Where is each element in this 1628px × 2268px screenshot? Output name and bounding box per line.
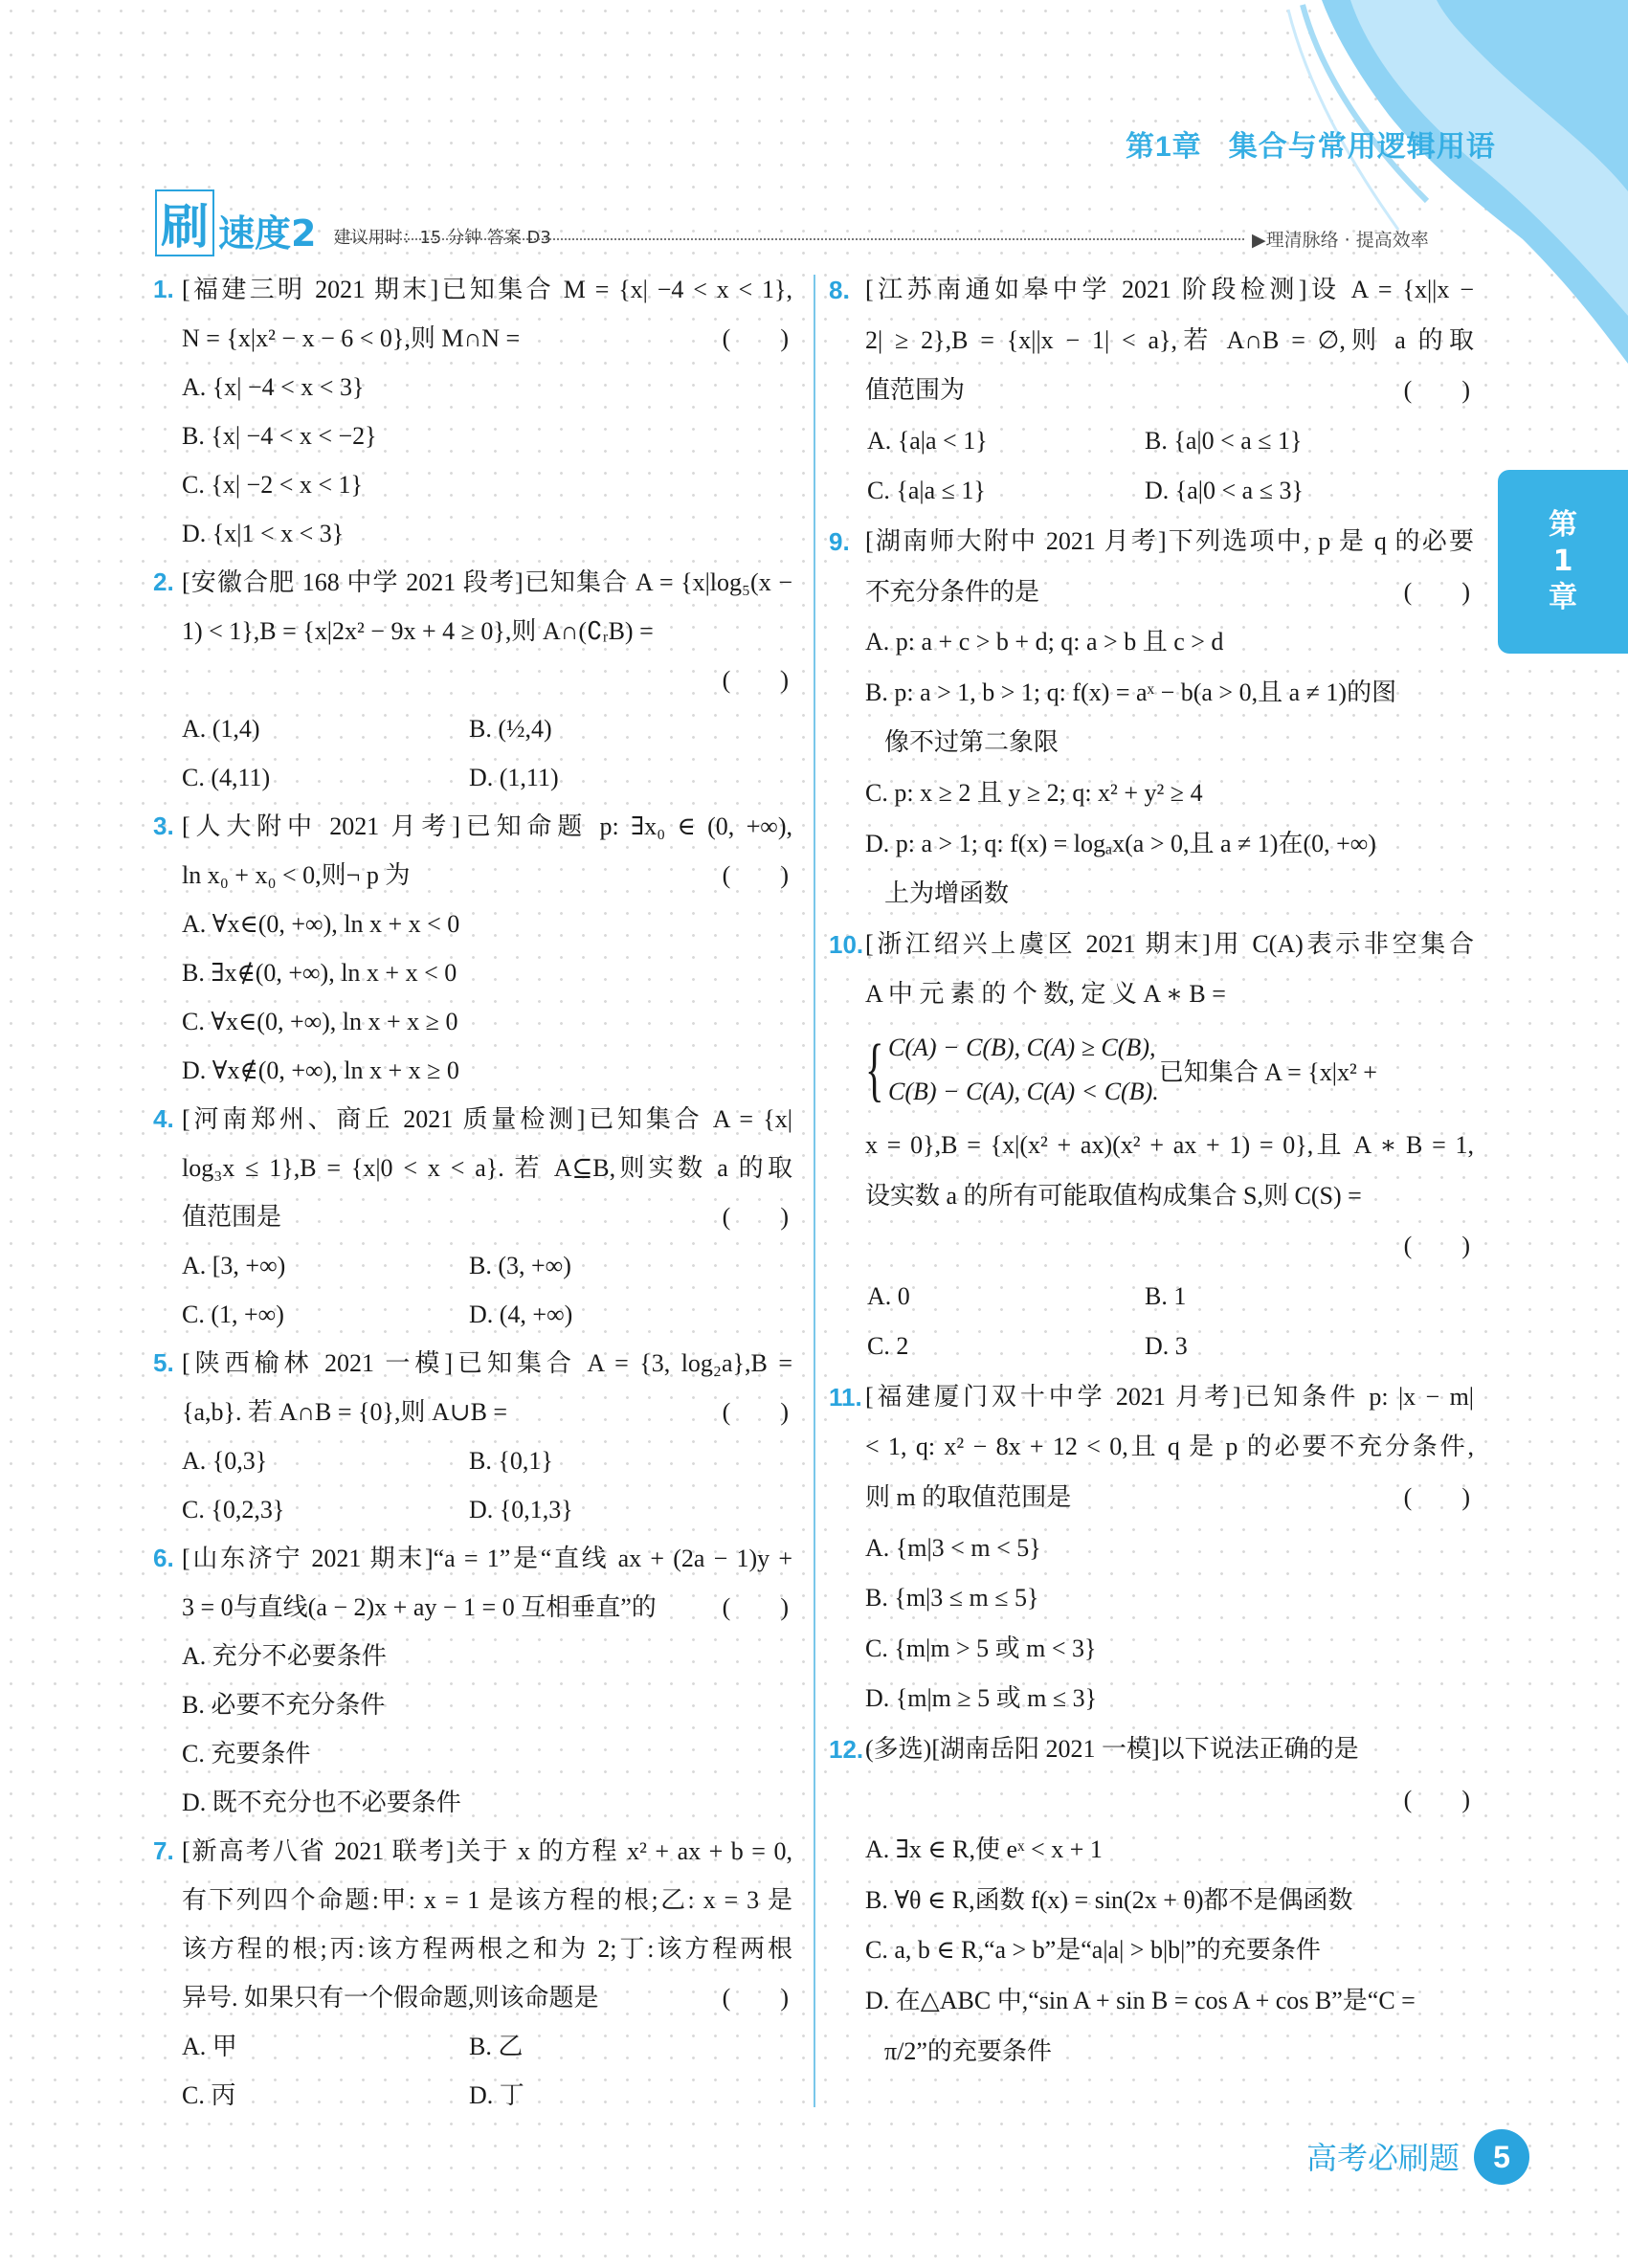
option-A[interactable]: A. {0,3} xyxy=(182,1447,268,1475)
chapter-title: 第1章 集合与常用逻辑用语 xyxy=(1126,131,1496,163)
answer-blank: ( ) xyxy=(1403,1232,1470,1260)
stem-text: 设实数 a 的所有可能取值构成集合 S,则 C(S) = xyxy=(865,1181,1362,1210)
stem-text: x = 0},B = {x|(x² + ax)(x² + ax + 1) = 0},且 A ∗ B = 1, xyxy=(865,1130,1474,1159)
option-C[interactable]: C. ∀x∈(0, +∞), ln x + x ≥ 0 xyxy=(182,1008,458,1035)
option-D[interactable]: D. ∀x∉(0, +∞), ln x + x ≥ 0 xyxy=(182,1056,459,1084)
question xyxy=(829,1372,1474,1724)
question-stem-line xyxy=(829,1171,1474,1222)
option-B[interactable]: B. 必要不充分条件 xyxy=(182,1691,386,1719)
options xyxy=(153,1241,792,1339)
stem-text: [福建厦门双十中学 2021 月考]已知条件 p: |x − m| xyxy=(865,1382,1474,1411)
stem-text: N = {x|x² − x − 6 < 0},则 M∩N = xyxy=(182,324,521,352)
stem-text: [安徽合肥 168 中学 2021 段考]已知集合 A = {x|log₅(x − xyxy=(182,568,792,596)
option-C[interactable]: C. {0,2,3} xyxy=(182,1496,285,1523)
section-title: 速度2 xyxy=(218,212,317,255)
options xyxy=(829,1523,1474,1724)
cases-tail: 已知集合 A = {x|x² + xyxy=(1158,1057,1377,1086)
question-stem-line xyxy=(153,1339,792,1388)
options xyxy=(829,617,1474,920)
options xyxy=(153,363,792,558)
options xyxy=(829,1825,1474,2077)
page-number: 5 xyxy=(1474,2129,1529,2185)
question-stem-line xyxy=(153,1192,792,1241)
answer-blank: ( ) xyxy=(722,666,789,694)
answer-blank: ( ) xyxy=(1403,1483,1470,1512)
options xyxy=(153,2022,792,2120)
options xyxy=(829,416,1474,517)
question-number: 11. xyxy=(829,1382,862,1412)
option-A[interactable]: A. 0 xyxy=(867,1281,910,1310)
option-D[interactable]: D. {m|m ≥ 5 或 m ≤ 3} xyxy=(865,1684,1098,1713)
option-A[interactable]: A. {m|3 < m < 5} xyxy=(865,1533,1041,1562)
question-stem-line xyxy=(153,1827,792,1876)
brand-logo: 刷 xyxy=(155,189,214,256)
option-C[interactable]: C. a, b ∈ R,“a > b”是“a|a| > b|b|”的充要条件 xyxy=(865,1936,1321,1965)
chapter-tab-text: 1 xyxy=(1552,545,1573,578)
option-A[interactable]: A. p: a + c > b + d; q: a > b 且 c > d xyxy=(865,628,1224,656)
option-D[interactable]: D. 丁 xyxy=(469,2081,524,2109)
stem-text: 值范围是 xyxy=(182,1203,282,1231)
answer-blank: ( ) xyxy=(1403,1785,1470,1813)
option-A[interactable]: A. ∃x ∈ R,使 eˣ < x + 1 xyxy=(865,1835,1103,1864)
stem-text: [山东济宁 2021 期末]“a = 1”是“直线 ax + (2a − 1)y + xyxy=(182,1545,792,1572)
question xyxy=(153,1095,792,1339)
option-D[interactable] xyxy=(829,819,1474,920)
stem-text: 3 = 0与直线(a − 2)x + ay − 1 = 0 互相垂直”的 xyxy=(182,1593,657,1621)
paren-line xyxy=(829,1221,1474,1272)
question-number: 8. xyxy=(829,276,850,304)
question-stem-line xyxy=(829,265,1474,316)
options xyxy=(829,1272,1474,1372)
question-stem-line xyxy=(829,517,1474,567)
question-stem-line xyxy=(829,1473,1474,1523)
option-C[interactable]: C. 2 xyxy=(867,1332,909,1361)
option-A[interactable]: A. (1,4) xyxy=(182,715,260,743)
case-line: C(B) − C(A), C(A) < C(B). xyxy=(888,1078,1159,1106)
question-number: 4. xyxy=(153,1104,174,1133)
option-B[interactable]: B. {a|0 < a ≤ 1} xyxy=(1145,426,1303,455)
question-number: 2. xyxy=(153,567,174,596)
option-A[interactable]: A. [3, +∞) xyxy=(182,1252,286,1279)
piecewise-definition xyxy=(829,1020,1474,1121)
question-stem-line xyxy=(829,567,1474,618)
option-C[interactable]: C. (1, +∞) xyxy=(182,1301,284,1328)
answer-blank: ( ) xyxy=(722,1398,789,1426)
question xyxy=(829,517,1474,920)
question-stem-line xyxy=(153,1924,792,1973)
option-A[interactable]: A. 甲 xyxy=(182,2033,237,2060)
paren-line xyxy=(829,1775,1474,1826)
stem-text: 2| ≥ 2},B = {x||x − 1| < a},若 A∩B = ∅,则 a 的取 xyxy=(865,325,1474,354)
stem-text: [河南郑州、商丘 2021 质量检测]已知集合 A = {x| xyxy=(182,1105,792,1133)
stem-text: (多选)[湖南岳阳 2021 一模]以下说法正确的是 xyxy=(865,1735,1359,1764)
question xyxy=(153,265,792,558)
suggested-time: 建议用时：15 分钟 答案 D3 xyxy=(333,228,551,248)
question-number: 6. xyxy=(153,1544,174,1572)
stem-text: A 中 元 素 的 个 数, 定 义 A ∗ B = xyxy=(865,980,1226,1009)
option-C[interactable]: C. {a|a ≤ 1} xyxy=(867,477,986,505)
option-D[interactable]: D. 既不充分也不必要条件 xyxy=(182,1789,461,1816)
question-number: 3. xyxy=(153,812,174,840)
question-stem-line xyxy=(153,851,792,900)
question-stem-line xyxy=(153,314,792,363)
question-number: 5. xyxy=(153,1348,174,1377)
option-B[interactable]: B. ∃x∉(0, +∞), ln x + x < 0 xyxy=(182,959,457,987)
option-B[interactable]: B. {0,1} xyxy=(469,1447,553,1475)
question-number: 12. xyxy=(829,1735,864,1765)
option-C[interactable]: C. 丙 xyxy=(182,2081,236,2109)
options xyxy=(153,1632,792,1827)
option-C[interactable]: C. 充要条件 xyxy=(182,1740,311,1768)
option-C[interactable]: C. {x| −2 < x < 1} xyxy=(182,471,363,499)
question-stem-line xyxy=(153,1876,792,1924)
question-stem-line xyxy=(153,558,792,607)
option-B[interactable] xyxy=(829,668,1474,768)
stem-text: 1) < 1},B = {x|2x² − 9x + 4 ≥ 0},则 A∩(∁ᵣB) = xyxy=(182,617,654,645)
option-D[interactable]: D. {0,1,3} xyxy=(469,1496,573,1523)
book-title: 高考必刷题 xyxy=(1306,2140,1461,2176)
answer-blank: ( ) xyxy=(1403,577,1470,606)
option-C[interactable]: C. {m|m > 5 或 m < 3} xyxy=(865,1634,1097,1662)
option-D[interactable]: D. {x|1 < x < 3} xyxy=(182,520,345,547)
question-number: 7. xyxy=(153,1836,174,1865)
right-column xyxy=(829,265,1474,2077)
option-A[interactable]: A. {a|a < 1} xyxy=(867,426,988,455)
stem-text: ln x₀ + x₀ < 0,则¬ p 为 xyxy=(182,861,411,889)
question xyxy=(153,802,792,1095)
stem-text: [陕西榆林 2021 一模]已知集合 A = {3, log₂a},B = xyxy=(182,1349,792,1377)
stem-text: 值范围为 xyxy=(865,376,966,405)
stem-text: 异号. 如果只有一个假命题,则该命题是 xyxy=(182,1984,599,2012)
left-brace: { xyxy=(865,1031,884,1110)
question-stem-line xyxy=(829,316,1474,367)
option-C[interactable]: C. (4,11) xyxy=(182,764,271,791)
stem-text: [新高考八省 2021 联考]关于 x 的方程 x² + ax + b = 0, xyxy=(182,1837,792,1865)
stem-text: < 1, q: x² − 8x + 12 < 0,且 q 是 p 的必要不充分条件, xyxy=(865,1433,1474,1461)
option-D[interactable]: D. {a|0 < a ≤ 3} xyxy=(1145,477,1304,505)
question xyxy=(829,1724,1474,2077)
question-stem-line xyxy=(153,1583,792,1632)
option-text: D. p: a > 1; q: f(x) = logₐx(a > 0,且 a ≠ 1)在(0, +∞) xyxy=(865,829,1376,857)
stem-text: 有下列四个命题:甲: x = 1 是该方程的根;乙: x = 3 是 xyxy=(182,1886,792,1914)
paren-line xyxy=(153,656,792,704)
option-A[interactable]: A. ∀x∈(0, +∞), ln x + x < 0 xyxy=(182,910,460,938)
cases xyxy=(888,1026,1159,1114)
stem-text: 该方程的根;丙:该方程两根之和为 2;丁:该方程两根 xyxy=(182,1935,792,1963)
option-D[interactable]: D. (4, +∞) xyxy=(469,1301,573,1328)
chapter-tab[interactable] xyxy=(1498,470,1628,654)
question-stem-line xyxy=(829,1121,1474,1171)
chapter-tab-text: 第 xyxy=(1549,508,1577,542)
question-stem-line xyxy=(829,366,1474,416)
answer-blank: ( ) xyxy=(722,861,789,889)
question-stem-line xyxy=(829,969,1474,1020)
stem-text: [福建三明 2021 期末]已知集合 M = {x| −4 < x < 1}, xyxy=(182,276,792,303)
option-B[interactable]: B. 乙 xyxy=(469,2033,524,2060)
question-stem-line xyxy=(829,1422,1474,1473)
question-stem-line xyxy=(153,1388,792,1436)
option-B[interactable]: B. (3, +∞) xyxy=(469,1252,571,1279)
question xyxy=(153,1339,792,1534)
stem-text: [人大附中 2021 月考]已知命题 p: ∃x₀ ∈ (0, +∞), xyxy=(182,812,792,840)
answer-blank: ( ) xyxy=(722,1593,789,1621)
dotted-divider xyxy=(335,238,1244,240)
question xyxy=(153,1827,792,2120)
question-stem-line xyxy=(829,1724,1474,1775)
options xyxy=(153,1436,792,1534)
answer-blank: ( ) xyxy=(1403,376,1470,405)
stem-text: 则 m 的取值范围是 xyxy=(865,1483,1072,1512)
option-B[interactable]: B. {x| −4 < x < −2} xyxy=(182,422,377,450)
question xyxy=(829,265,1474,517)
option-text: B. p: a > 1, b > 1; q: f(x) = aˣ − b(a > 0,且 a ≠ 1)的图 xyxy=(865,678,1397,706)
question-number: 1. xyxy=(153,275,174,303)
option-D[interactable]: D. 3 xyxy=(1145,1332,1188,1361)
question xyxy=(153,558,792,802)
stem-text: 不充分条件的是 xyxy=(865,577,1040,606)
stem-text: {a,b}. 若 A∩B = {0},则 A∪B = xyxy=(182,1398,508,1426)
question-stem-line xyxy=(153,802,792,851)
answer-blank: ( ) xyxy=(722,1203,789,1231)
option-text: D. 在△ABC 中,“sin A + sin B = cos A + cos B”是“C = xyxy=(865,1987,1416,2014)
stem-text: [湖南师大附中 2021 月考]下列选项中, p 是 q 的必要 xyxy=(865,526,1474,555)
question-stem-line xyxy=(153,607,792,656)
question xyxy=(153,1534,792,1827)
option-A[interactable]: A. {x| −4 < x < 3} xyxy=(182,373,365,401)
question-stem-line xyxy=(153,1095,792,1144)
question-stem-line xyxy=(829,1372,1474,1423)
option-D[interactable]: D. (1,11) xyxy=(469,764,559,791)
stem-text: [浙江绍兴上虞区 2021 期末]用 C(A)表示非空集合 xyxy=(865,929,1474,958)
option-text-cont: 上为增函数 xyxy=(884,879,1010,908)
stem-text: log₃x ≤ 1},B = {x|0 < x < a}. 若 A⊆B,则实数 a 的取 xyxy=(182,1154,792,1182)
question-stem-line xyxy=(153,265,792,314)
option-C[interactable]: C. p: x ≥ 2 且 y ≥ 2; q: x² + y² ≥ 4 xyxy=(865,778,1203,807)
option-A[interactable]: A. 充分不必要条件 xyxy=(182,1642,387,1670)
option-B[interactable]: B. ∀θ ∈ R,函数 f(x) = sin(2x + θ)都不是偶函数 xyxy=(865,1885,1353,1914)
option-D[interactable] xyxy=(829,1976,1474,2077)
answer-blank: ( ) xyxy=(722,1984,789,2012)
options xyxy=(153,900,792,1095)
option-B[interactable]: B. (½,4) xyxy=(469,715,552,743)
question-stem-line xyxy=(153,1144,792,1192)
options xyxy=(153,704,792,802)
answer-blank: ( ) xyxy=(722,324,789,352)
column-divider xyxy=(814,275,815,2107)
question-stem-line xyxy=(153,1534,792,1583)
option-B[interactable]: B. 1 xyxy=(1145,1281,1187,1310)
question-number: 9. xyxy=(829,526,850,556)
option-text-cont: 像不过第二象限 xyxy=(884,728,1059,757)
question-number: 10. xyxy=(829,929,864,959)
option-text-cont: π/2”的充要条件 xyxy=(884,2036,1052,2065)
section-header xyxy=(155,189,551,256)
motto: ▶理清脉络 · 提高效率 xyxy=(1252,230,1429,251)
left-column xyxy=(153,265,792,2120)
stem-text: [江苏南通如皋中学 2021 阶段检测]设 A = {x||x − xyxy=(865,276,1474,303)
chapter-tab-text: 章 xyxy=(1549,581,1577,614)
case-line: C(A) − C(B), C(A) ≥ C(B), xyxy=(888,1034,1156,1062)
question-stem-line xyxy=(153,1973,792,2022)
option-B[interactable]: B. {m|3 ≤ m ≤ 5} xyxy=(865,1584,1039,1612)
question-stem-line xyxy=(829,920,1474,970)
question xyxy=(829,920,1474,1372)
